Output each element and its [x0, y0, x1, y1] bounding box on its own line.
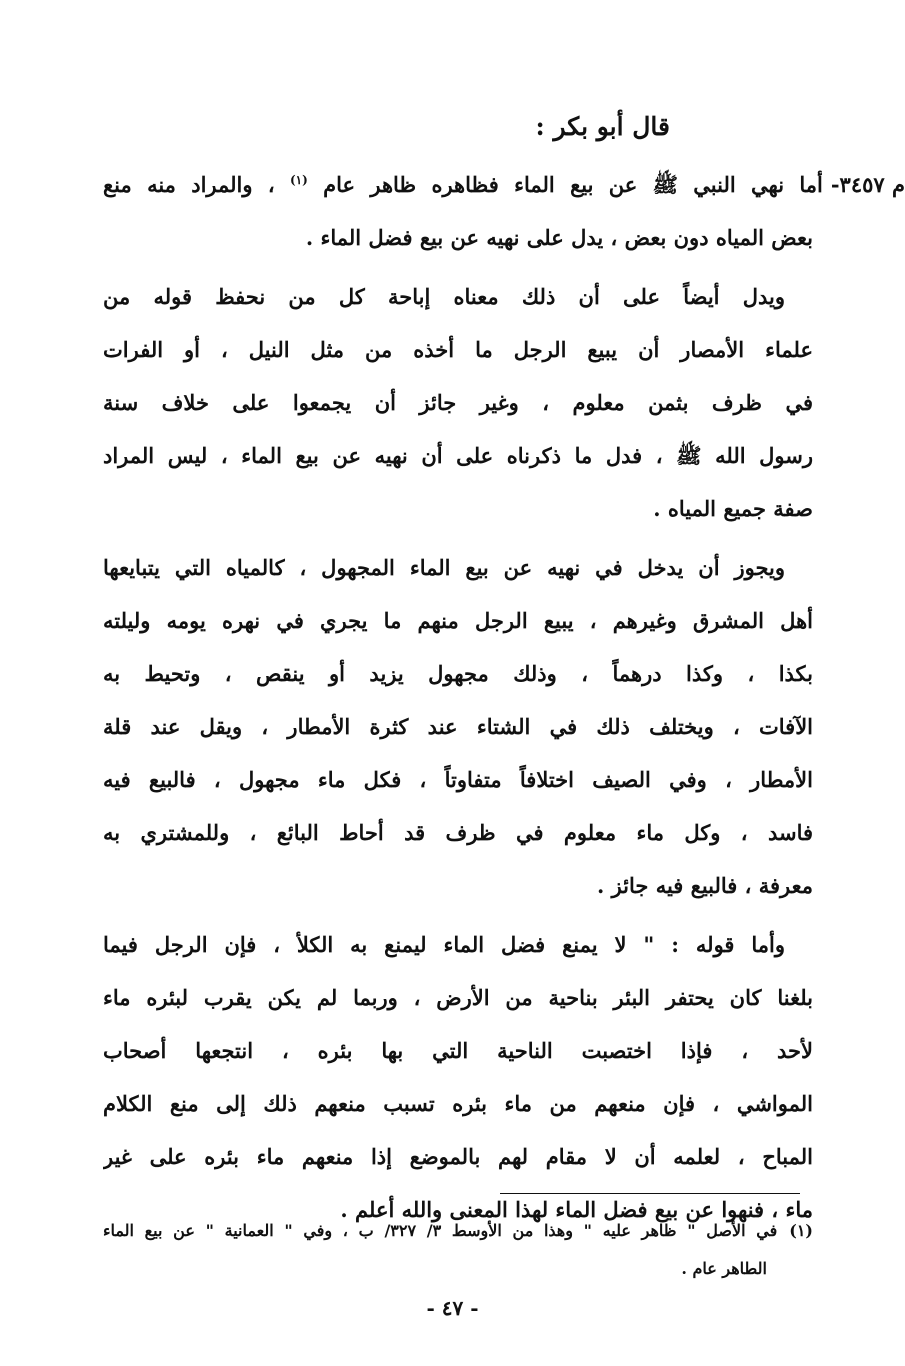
paragraph-line: معرفة ، فالبيع فيه جائز . — [596, 873, 813, 898]
paragraph-line: أهل المشرق وغيرهم ، يبيع الرجل منهم ما يجري في نهره يومه وليلته — [103, 608, 813, 633]
paragraph-line: المواشي ، فإن منعهم من ماء بئره تسبب منعهم ذلك إلى منع الكلام — [103, 1091, 813, 1116]
paragraph-line: وأما قوله : " لا يمنع فضل الماء ليمنع به الكلأ ، فإن الرجل فيما — [103, 932, 785, 957]
entry-second-line: بعض المياه دون بعض ، يدل على نهيه عن بيع فضل الماء . — [305, 225, 813, 250]
entry-text-after-note: ، والمراد منه منع — [103, 172, 275, 197]
paragraph-line: صفة جميع المياه . — [653, 496, 813, 521]
paragraph-line: ويجوز أن يدخل في نهيه عن بيع الماء المجهول ، كالمياه التي يتبايعها — [103, 555, 785, 580]
entry-first-line — [103, 158, 905, 211]
footnote-second-line: الطاهر عام . — [681, 1259, 767, 1278]
entry-text-before-note: أما نهي النبي ﷺ عن بيع الماء فظاهره ظاهر عام — [323, 172, 823, 197]
footnote-first-line — [103, 1212, 813, 1250]
paragraph-line: ويدل أيضاً على أن ذلك معناه إباحة كل من نحفظ قوله من — [103, 284, 785, 309]
paragraph-line: الأمطار ، وفي الصيف اختلافاً متفاوتاً ، فكل ماء مجهول ، فالبيع فيه — [103, 767, 813, 792]
section-heading: قال أبو بكر : — [535, 112, 670, 141]
paragraph-line: ماء ، فنهوا عن بيع فضل الماء لهذا المعنى والله أعلم . — [340, 1197, 813, 1222]
paragraph-line: رسول الله ﷺ ، فدل ما ذكرناه على أن نهيه عن بيع الماء ، ليس المراد — [103, 443, 813, 468]
footnote-number: (١) — [789, 1221, 813, 1240]
paragraph-line: المباح ، لعلمه أن لا مقام لهم بالموضع إذا منعهم ماء بئره على غير — [103, 1144, 813, 1169]
paragraph-line: الآفات ، ويختلف ذلك في الشتاء عند كثرة الأمطار ، ويقل عند قلة — [103, 714, 813, 739]
paragraph-line: فاسد ، وكل ماء معلوم في ظرف قد أحاط البائع ، وللمشتري به — [103, 820, 813, 845]
footnote-divider — [500, 1193, 800, 1194]
main-text — [103, 158, 905, 1236]
paragraph-2 — [103, 541, 813, 912]
paragraph-line: لأحد ، فإذا اختصبت الناحية التي بها بئره ، انتجعها أصحاب — [103, 1038, 813, 1063]
paragraph-line: بلغنا كان يحتفر البئر بناحية من الأرض ، وربما لم يكن يقرب لبئره ماء — [103, 985, 813, 1010]
paragraph-line: علماء الأمصار أن يبيع الرجل ما أخذه من مثل النيل ، أو الفرات — [103, 337, 813, 362]
footnote-text: في الأصل " ظاهر عليه " وهذا من الأوسط ٣/ ٣٢٧/ ب ، وفي " العمانية " عن بيع الماء — [103, 1221, 778, 1240]
paragraph-3 — [103, 918, 813, 1236]
paragraph-line: في ظرف بثمن معلوم ، وغير جائز أن يجمعوا على خلاف سنة — [103, 390, 813, 415]
page-number: - ٤٧ - — [426, 1296, 479, 1320]
entry-first-line-text — [103, 158, 823, 211]
entry-marker: م ٣٤٥٧- — [830, 172, 905, 197]
footnote-reference[interactable]: (١) — [289, 173, 308, 187]
paragraph-1 — [103, 270, 813, 535]
footnotes — [103, 1212, 813, 1288]
paragraph-line: بكذا ، وكذا درهماً ، وذلك مجهول يزيد أو ينقص ، وتحيط به — [103, 661, 813, 686]
